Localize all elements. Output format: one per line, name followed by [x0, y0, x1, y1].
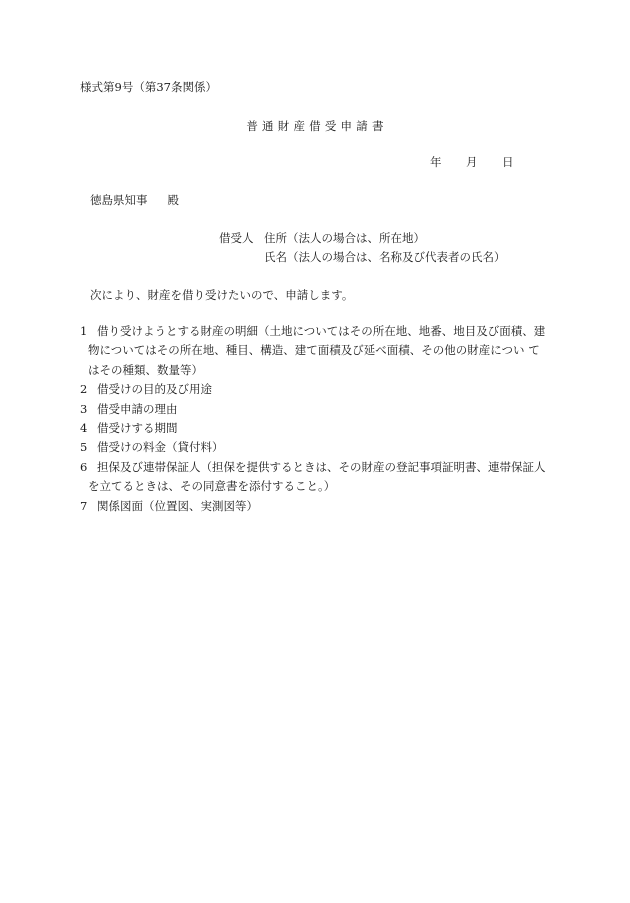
intro-text: 次により、財産を借り受けたいので、申請します。 — [90, 288, 354, 302]
date-month-label: 月 — [466, 155, 478, 169]
document-title: 普通財産借受申請書 — [246, 119, 388, 133]
applicant-name: 氏名（法人の場合は、名称及び代表者の氏名） — [264, 250, 506, 264]
item-list — [80, 322, 550, 516]
item-number: 6 — [80, 459, 88, 474]
item-number: 4 — [80, 421, 88, 436]
date-line — [430, 156, 514, 170]
list-item — [80, 497, 550, 516]
item-number: 1 — [80, 324, 88, 338]
item-text: 物についてはその所在地、種目、構造、建て面積及び延べ面積、その他の財産につい て — [88, 343, 540, 358]
date-year-label: 年 — [430, 155, 442, 169]
item-text: はその種類、数量等） — [88, 362, 203, 377]
list-item — [80, 438, 550, 457]
item-text: 借り受けようとする財産の明細（土地についてはその所在地、地番、地目及び面積、建 — [97, 324, 546, 338]
item-text: 借受けの目的及び用途 — [97, 382, 212, 397]
addressee — [90, 194, 179, 208]
item-number: 2 — [80, 382, 88, 397]
applicant-label: 借受人 — [219, 231, 254, 245]
item-text: 借受けの料金（貸付料） — [97, 440, 224, 455]
item-number: 7 — [80, 498, 88, 513]
applicant-address: 住所（法人の場合は、所在地） — [264, 231, 425, 245]
list-item — [80, 400, 550, 419]
item-text: 担保及び連帯保証人（担保を提供するときは、その財産の登記事項証明書、連帯保証人 — [97, 459, 546, 474]
addressee-name: 徳島県知事 — [90, 193, 148, 207]
addressee-honorific: 殿 — [167, 193, 179, 207]
item-text: 借受けする期間 — [97, 421, 178, 436]
list-item — [80, 380, 550, 399]
list-item — [80, 419, 550, 438]
date-day-label: 日 — [502, 155, 514, 169]
item-text: を立てるときは、その同意書を添付すること。） — [88, 479, 336, 494]
list-item — [80, 458, 550, 497]
item-number: 5 — [80, 440, 88, 455]
item-text: 借受申請の理由 — [97, 401, 178, 416]
item-number: 3 — [80, 401, 88, 416]
form-number: 様式第9号（第37条関係） — [80, 80, 217, 94]
item-text: 関係図面（位置図、実測図等） — [97, 498, 258, 513]
list-item — [80, 322, 550, 380]
